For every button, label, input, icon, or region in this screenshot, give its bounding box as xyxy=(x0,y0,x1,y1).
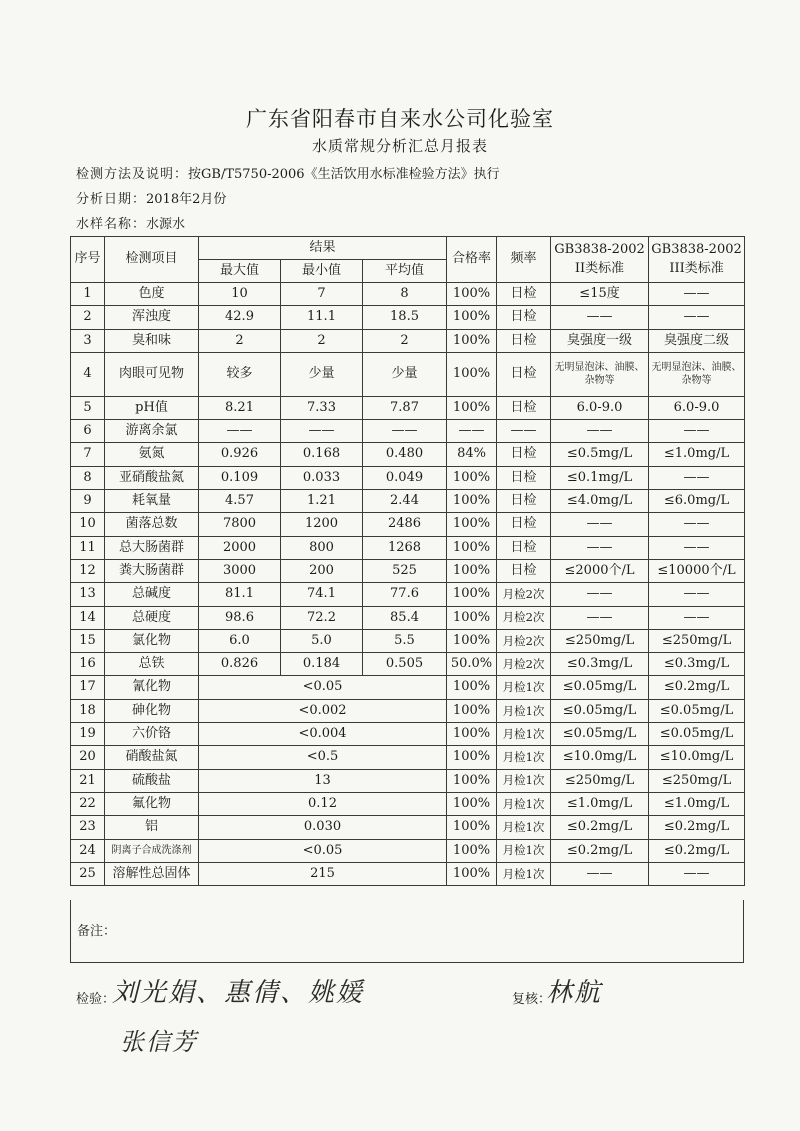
row-avg: 525 xyxy=(363,559,447,582)
row-frequency: 月检2次 xyxy=(497,629,551,652)
row-max: 8.21 xyxy=(199,396,281,419)
table-row xyxy=(71,769,745,792)
row-min: 11.1 xyxy=(281,306,363,329)
row-std-class2: —— xyxy=(551,536,649,559)
row-avg: 85.4 xyxy=(363,606,447,629)
row-seq: 21 xyxy=(71,769,105,792)
row-max: 4.57 xyxy=(199,490,281,513)
row-frequency: 月检1次 xyxy=(497,792,551,815)
table-row xyxy=(71,329,745,352)
row-min: 0.033 xyxy=(281,466,363,489)
row-result-merged: <0.05 xyxy=(199,676,447,699)
row-std-class2: ≤250mg/L xyxy=(551,769,649,792)
row-item: 总大肠菌群 xyxy=(105,536,199,559)
row-std-class3: ≤10.0mg/L xyxy=(649,746,745,769)
row-avg: 0.480 xyxy=(363,443,447,466)
row-std-class3: —— xyxy=(649,420,745,443)
row-avg: 少量 xyxy=(363,352,447,396)
col-avg-header: 平均值 xyxy=(363,260,447,283)
row-min: 2 xyxy=(281,329,363,352)
row-seq: 5 xyxy=(71,396,105,419)
inspector-signature-2: 张信芳 xyxy=(120,1028,198,1056)
table-row xyxy=(71,676,745,699)
row-pass-rate: 100% xyxy=(447,396,497,419)
row-max: 0.926 xyxy=(199,443,281,466)
row-item: 硫酸盐 xyxy=(105,769,199,792)
row-item: 砷化物 xyxy=(105,699,199,722)
row-item: 六价铬 xyxy=(105,723,199,746)
row-pass-rate: 100% xyxy=(447,792,497,815)
row-avg: —— xyxy=(363,420,447,443)
col-seq-header: 序号 xyxy=(71,237,105,283)
notes-box xyxy=(70,900,744,963)
row-frequency: 日检 xyxy=(497,559,551,582)
row-std-class2: —— xyxy=(551,513,649,536)
row-std-class2: ≤0.3mg/L xyxy=(551,653,649,676)
sample-line xyxy=(76,213,185,232)
row-item: 阴离子合成洗涤剂 xyxy=(105,839,199,862)
row-avg: 18.5 xyxy=(363,306,447,329)
row-seq: 17 xyxy=(71,676,105,699)
row-pass-rate: 100% xyxy=(447,816,497,839)
row-item: 氟化物 xyxy=(105,792,199,815)
row-seq: 11 xyxy=(71,536,105,559)
row-std-class2: ≤2000个/L xyxy=(551,559,649,582)
table-row xyxy=(71,352,745,396)
row-frequency: —— xyxy=(497,420,551,443)
row-std-class3: —— xyxy=(649,306,745,329)
row-seq: 25 xyxy=(71,862,105,885)
row-std-class3: ≤0.05mg/L xyxy=(649,723,745,746)
row-result-merged: <0.5 xyxy=(199,746,447,769)
row-min: 1.21 xyxy=(281,490,363,513)
row-seq: 7 xyxy=(71,443,105,466)
row-std-class2: ≤0.2mg/L xyxy=(551,839,649,862)
row-avg: 7.87 xyxy=(363,396,447,419)
row-min: 1200 xyxy=(281,513,363,536)
row-item: 亚硝酸盐氮 xyxy=(105,466,199,489)
row-max: 98.6 xyxy=(199,606,281,629)
table-row xyxy=(71,816,745,839)
row-pass-rate: 100% xyxy=(447,629,497,652)
row-item: pH值 xyxy=(105,396,199,419)
row-seq: 9 xyxy=(71,490,105,513)
row-item: 游离余氯 xyxy=(105,420,199,443)
row-pass-rate: 100% xyxy=(447,329,497,352)
row-frequency: 日检 xyxy=(497,396,551,419)
row-max: 3000 xyxy=(199,559,281,582)
row-seq: 14 xyxy=(71,606,105,629)
row-std-class3: ≤10000个/L xyxy=(649,559,745,582)
table-row xyxy=(71,699,745,722)
row-frequency: 月检2次 xyxy=(497,653,551,676)
row-frequency: 月检1次 xyxy=(497,769,551,792)
row-result-merged: 0.030 xyxy=(199,816,447,839)
row-min: —— xyxy=(281,420,363,443)
row-std-class3: —— xyxy=(649,466,745,489)
notes-label: 备注： xyxy=(77,924,117,939)
row-std-class3: —— xyxy=(649,283,745,306)
row-seq: 2 xyxy=(71,306,105,329)
row-pass-rate: 100% xyxy=(447,723,497,746)
table-row xyxy=(71,559,745,582)
method-label: 检测方法及说明： xyxy=(76,167,189,182)
row-result-merged: 0.12 xyxy=(199,792,447,815)
row-max: 81.1 xyxy=(199,583,281,606)
row-item: 粪大肠菌群 xyxy=(105,559,199,582)
row-item: 总铁 xyxy=(105,653,199,676)
col-std3-header xyxy=(649,237,745,283)
table-row xyxy=(71,420,745,443)
row-frequency: 月检1次 xyxy=(497,676,551,699)
row-std-class2: ≤0.05mg/L xyxy=(551,699,649,722)
table-row xyxy=(71,283,745,306)
row-min: 800 xyxy=(281,536,363,559)
row-seq: 8 xyxy=(71,466,105,489)
row-std-class3: ≤0.2mg/L xyxy=(649,839,745,862)
table-row xyxy=(71,862,745,885)
table-row xyxy=(71,536,745,559)
row-std-class2: ≤250mg/L xyxy=(551,629,649,652)
col-freq-header: 频率 xyxy=(497,237,551,283)
row-avg: 2.44 xyxy=(363,490,447,513)
row-std-class3: ≤1.0mg/L xyxy=(649,792,745,815)
table-row xyxy=(71,629,745,652)
row-std-class2: —— xyxy=(551,862,649,885)
row-item: 氨氮 xyxy=(105,443,199,466)
row-max: 0.109 xyxy=(199,466,281,489)
row-std-class3: 6.0-9.0 xyxy=(649,396,745,419)
row-seq: 16 xyxy=(71,653,105,676)
row-frequency: 月检1次 xyxy=(497,862,551,885)
row-max: 6.0 xyxy=(199,629,281,652)
row-std-class2: 无明显泡沫、油膜、杂物等 xyxy=(551,352,649,396)
row-std-class3: ≤0.05mg/L xyxy=(649,699,745,722)
std3-code: GB3838-2002 xyxy=(651,242,742,258)
row-frequency: 日检 xyxy=(497,443,551,466)
row-seq: 15 xyxy=(71,629,105,652)
row-std-class3: —— xyxy=(649,536,745,559)
table-row xyxy=(71,606,745,629)
row-frequency: 日检 xyxy=(497,536,551,559)
row-min: 0.184 xyxy=(281,653,363,676)
row-item: 浑浊度 xyxy=(105,306,199,329)
reviewer-signature: 林航 xyxy=(546,978,603,1008)
row-seq: 22 xyxy=(71,792,105,815)
row-item: 硝酸盐氮 xyxy=(105,746,199,769)
row-avg: 0.505 xyxy=(363,653,447,676)
row-max: 0.826 xyxy=(199,653,281,676)
row-frequency: 月检1次 xyxy=(497,816,551,839)
row-avg: 2 xyxy=(363,329,447,352)
row-seq: 1 xyxy=(71,283,105,306)
date-label: 分析日期： xyxy=(76,192,147,207)
row-min: 7 xyxy=(281,283,363,306)
inspector-label: 检验： xyxy=(76,992,116,1007)
row-seq: 3 xyxy=(71,329,105,352)
row-std-class3: ≤0.2mg/L xyxy=(649,676,745,699)
row-std-class3: ≤250mg/L xyxy=(649,769,745,792)
row-max: 42.9 xyxy=(199,306,281,329)
row-avg: 0.049 xyxy=(363,466,447,489)
sample-label: 水样名称： xyxy=(76,217,147,232)
row-std-class3: —— xyxy=(649,606,745,629)
col-rate-header: 合格率 xyxy=(447,237,497,283)
col-item-header: 检测项目 xyxy=(105,237,199,283)
row-min: 0.168 xyxy=(281,443,363,466)
org-title: 广东省阳春市自来水公司化验室 xyxy=(246,107,554,131)
row-frequency: 日检 xyxy=(497,283,551,306)
row-avg: 2486 xyxy=(363,513,447,536)
row-std-class3: —— xyxy=(649,513,745,536)
table-row xyxy=(71,513,745,536)
row-std-class3: —— xyxy=(649,862,745,885)
row-item: 铝 xyxy=(105,816,199,839)
col-std2-header xyxy=(551,237,649,283)
row-pass-rate: 100% xyxy=(447,583,497,606)
row-max: 2000 xyxy=(199,536,281,559)
row-frequency: 月检2次 xyxy=(497,606,551,629)
date-line xyxy=(76,188,226,207)
row-frequency: 日检 xyxy=(497,466,551,489)
row-avg: 5.5 xyxy=(363,629,447,652)
row-std-class2: ≤15度 xyxy=(551,283,649,306)
row-std-class2: —— xyxy=(551,606,649,629)
row-std-class3: ≤0.2mg/L xyxy=(649,816,745,839)
row-pass-rate: 84% xyxy=(447,443,497,466)
inspector-signature: 刘光娟、惠倩、姚媛 xyxy=(112,978,365,1008)
row-item: 溶解性总固体 xyxy=(105,862,199,885)
row-seq: 10 xyxy=(71,513,105,536)
table-row xyxy=(71,839,745,862)
reviewer-label: 复核： xyxy=(512,992,552,1007)
row-seq: 18 xyxy=(71,699,105,722)
row-std-class3: —— xyxy=(649,583,745,606)
std2-code: GB3838-2002 xyxy=(554,242,645,258)
table-row xyxy=(71,723,745,746)
row-pass-rate: 100% xyxy=(447,676,497,699)
row-std-class3: ≤0.3mg/L xyxy=(649,653,745,676)
row-seq: 4 xyxy=(71,352,105,396)
table-row xyxy=(71,583,745,606)
row-seq: 20 xyxy=(71,746,105,769)
row-frequency: 日检 xyxy=(497,490,551,513)
table-row xyxy=(71,306,745,329)
method-value: 按GB/T5750-2006《生活饮用水标准检验方法》执行 xyxy=(188,167,500,182)
row-pass-rate: 100% xyxy=(447,606,497,629)
row-std-class2: 6.0-9.0 xyxy=(551,396,649,419)
date-value: 2018年2月份 xyxy=(146,192,227,207)
row-frequency: 日检 xyxy=(497,306,551,329)
row-result-merged: <0.002 xyxy=(199,699,447,722)
row-avg: 8 xyxy=(363,283,447,306)
row-min: 200 xyxy=(281,559,363,582)
row-pass-rate: 100% xyxy=(447,746,497,769)
row-pass-rate: 100% xyxy=(447,466,497,489)
row-min: 少量 xyxy=(281,352,363,396)
row-avg: 77.6 xyxy=(363,583,447,606)
row-pass-rate: 100% xyxy=(447,490,497,513)
row-item: 总硬度 xyxy=(105,606,199,629)
row-std-class2: ≤0.5mg/L xyxy=(551,443,649,466)
row-item: 色度 xyxy=(105,283,199,306)
results-table xyxy=(70,236,745,886)
row-std-class2: ≤0.1mg/L xyxy=(551,466,649,489)
row-seq: 24 xyxy=(71,839,105,862)
row-pass-rate: 100% xyxy=(447,306,497,329)
row-std-class2: ≤1.0mg/L xyxy=(551,792,649,815)
sample-value: 水源水 xyxy=(146,217,186,232)
row-item: 臭和味 xyxy=(105,329,199,352)
row-std-class2: ≤0.05mg/L xyxy=(551,723,649,746)
row-seq: 13 xyxy=(71,583,105,606)
row-max: 较多 xyxy=(199,352,281,396)
row-max: 10 xyxy=(199,283,281,306)
row-frequency: 日检 xyxy=(497,513,551,536)
row-item: 菌落总数 xyxy=(105,513,199,536)
table-row xyxy=(71,396,745,419)
row-result-merged: 215 xyxy=(199,862,447,885)
row-min: 74.1 xyxy=(281,583,363,606)
row-std-class3: 无明显泡沫、油膜、杂物等 xyxy=(649,352,745,396)
row-result-merged: <0.05 xyxy=(199,839,447,862)
row-max: 2 xyxy=(199,329,281,352)
row-min: 5.0 xyxy=(281,629,363,652)
row-pass-rate: 100% xyxy=(447,559,497,582)
row-max: —— xyxy=(199,420,281,443)
row-std-class2: ≤0.2mg/L xyxy=(551,816,649,839)
row-std-class2: ≤4.0mg/L xyxy=(551,490,649,513)
row-frequency: 月检1次 xyxy=(497,723,551,746)
row-frequency: 日检 xyxy=(497,329,551,352)
report-title: 水质常规分析汇总月报表 xyxy=(311,137,488,155)
row-result-merged: 13 xyxy=(199,769,447,792)
row-min: 7.33 xyxy=(281,396,363,419)
std3-name: III类标准 xyxy=(669,260,724,276)
row-seq: 12 xyxy=(71,559,105,582)
row-std-class2: —— xyxy=(551,583,649,606)
row-std-class2: —— xyxy=(551,420,649,443)
results-body xyxy=(71,283,745,886)
row-item: 肉眼可见物 xyxy=(105,352,199,396)
row-result-merged: <0.004 xyxy=(199,723,447,746)
row-std-class2: ≤0.05mg/L xyxy=(551,676,649,699)
row-item: 氯化物 xyxy=(105,629,199,652)
row-pass-rate: 100% xyxy=(447,283,497,306)
row-min: 72.2 xyxy=(281,606,363,629)
col-min-header: 最小值 xyxy=(281,260,363,283)
row-std-class3: ≤6.0mg/L xyxy=(649,490,745,513)
row-std-class2: 臭强度一级 xyxy=(551,329,649,352)
row-item: 氰化物 xyxy=(105,676,199,699)
row-seq: 19 xyxy=(71,723,105,746)
row-frequency: 月检1次 xyxy=(497,699,551,722)
table-row xyxy=(71,490,745,513)
row-frequency: 月检2次 xyxy=(497,583,551,606)
row-seq: 6 xyxy=(71,420,105,443)
row-seq: 23 xyxy=(71,816,105,839)
row-avg: 1268 xyxy=(363,536,447,559)
row-std-class3: 臭强度二级 xyxy=(649,329,745,352)
row-pass-rate: 100% xyxy=(447,352,497,396)
table-row xyxy=(71,443,745,466)
table-row xyxy=(71,653,745,676)
row-std-class3: ≤250mg/L xyxy=(649,629,745,652)
row-std-class3: ≤1.0mg/L xyxy=(649,443,745,466)
method-line xyxy=(76,163,500,182)
row-frequency: 月检1次 xyxy=(497,746,551,769)
row-pass-rate: 100% xyxy=(447,769,497,792)
std2-name: II类标准 xyxy=(574,260,625,276)
row-pass-rate: 100% xyxy=(447,862,497,885)
row-item: 总碱度 xyxy=(105,583,199,606)
row-std-class2: —— xyxy=(551,306,649,329)
row-std-class2: ≤10.0mg/L xyxy=(551,746,649,769)
row-pass-rate: 100% xyxy=(447,513,497,536)
col-result-header: 结果 xyxy=(199,237,447,260)
row-pass-rate: 100% xyxy=(447,536,497,559)
table-row xyxy=(71,792,745,815)
row-frequency: 月检1次 xyxy=(497,839,551,862)
row-pass-rate: 100% xyxy=(447,839,497,862)
row-pass-rate: 100% xyxy=(447,699,497,722)
table-row xyxy=(71,746,745,769)
col-max-header: 最大值 xyxy=(199,260,281,283)
row-pass-rate: 50.0% xyxy=(447,653,497,676)
row-max: 7800 xyxy=(199,513,281,536)
row-frequency: 日检 xyxy=(497,352,551,396)
row-pass-rate: —— xyxy=(447,420,497,443)
row-item: 耗氧量 xyxy=(105,490,199,513)
table-row xyxy=(71,466,745,489)
